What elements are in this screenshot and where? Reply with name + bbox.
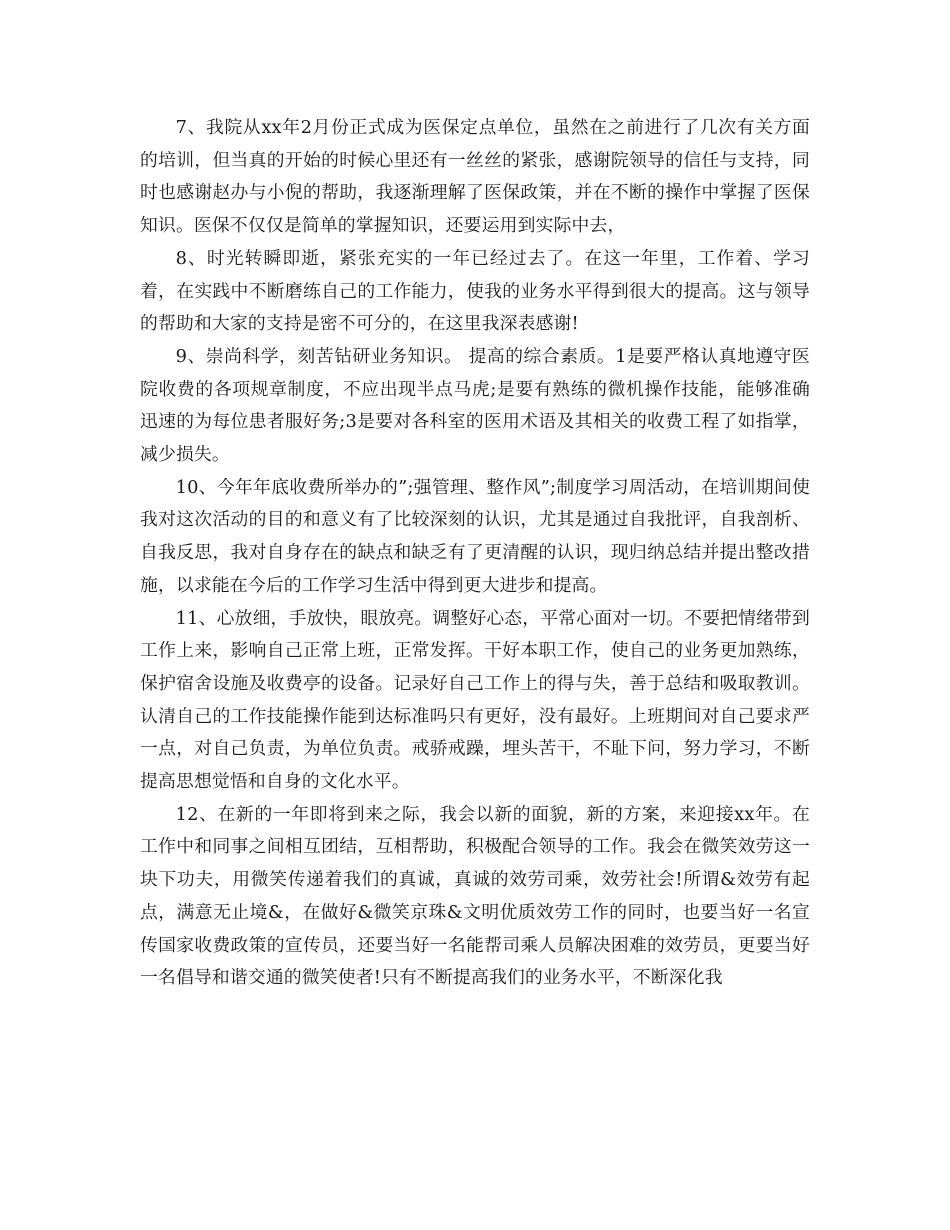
- paragraph-10: 10、今年年底收费所举办的”;强管理、整作风”;制度学习周活动，在培训期间使我对这次活动的目的和意义有了比较深刻的认识，尤其是通过自我批评，自我剖析、自我反思，我对自身存在的缺点和缺乏有了更清醒的认识，现归纳总结并提出整改措施，以求能在今后的工作学习生活中得到更大进步和提高。: [140, 476, 810, 596]
- paragraph-11: 11、心放细，手放快，眼放亮。调整好心态，平常心面对一切。不要把情绪带到工作上来，影响自己正常上班，正常发挥。干好本职工作，使自己的业务更加熟练，保护宿舍设施及收费亭的设备。记录好自己工作上的得与失，善于总结和吸取教训。认清自己的工作技能操作能到达标准吗只有更好，没有最好。上班期间对自己要求严一点，对自己负责，为单位负责。戒骄戒躁，埋头苦干，不耻下问，努力学习，不断提高思想觉悟和自身的文化水平。: [140, 607, 810, 793]
- paragraph-7: 7、我院从xx年2月份正式成为医保定点单位，虽然在之前进行了几次有关方面的培训，但当真的开始的时候心里还有一丝丝的紧张，感谢院领导的信任与支持，同时也感谢赵办与小倪的帮助，我逐渐理解了医保政策，并在不断的操作中掌握了医保知识。医保不仅仅是简单的掌握知识，还要运用到实际中去，: [140, 117, 810, 237]
- document-page: [140, 112, 810, 995]
- paragraph-9: 9、崇尚科学，刻苦钻研业务知识。 提高的综合素质。1是要严格认真地遵守医院收费的各项规章制度，不应出现半点马虎;是要有熟练的微机操作技能，能够准确迅速的为每位患者服好务;3是要对各科室的医用术语及其相关的收费工程了如指掌，减少损失。: [140, 345, 810, 466]
- paragraph-8: 8、时光转瞬即逝，紧张充实的一年已经过去了。在这一年里，工作着、学习着，在实践中不断磨练自己的工作能力，使我的业务水平得到很大的提高。这与领导的帮助和大家的支持是密不可分的，在这里我深表感谢!: [140, 247, 810, 335]
- paragraph-12: 12、在新的一年即将到来之际，我会以新的面貌，新的方案，来迎接xx年。在工作中和同事之间相互团结，互相帮助，积极配合领导的工作。我会在微笑效劳这一块下功夫，用微笑传递着我们的真诚，真诚的效劳司乘，效劳社会!所谓&效劳有起点，满意无止境&，在做好&微笑京珠&文明优质效劳工作的同时，也要当好一名宣传国家收费政策的宣传员，还要当好一名能帮司乘人员解决困难的效劳员，更要当好一名倡导和谐交通的微笑使者!只有不断提高我们的业务水平，不断深化我: [140, 803, 810, 989]
